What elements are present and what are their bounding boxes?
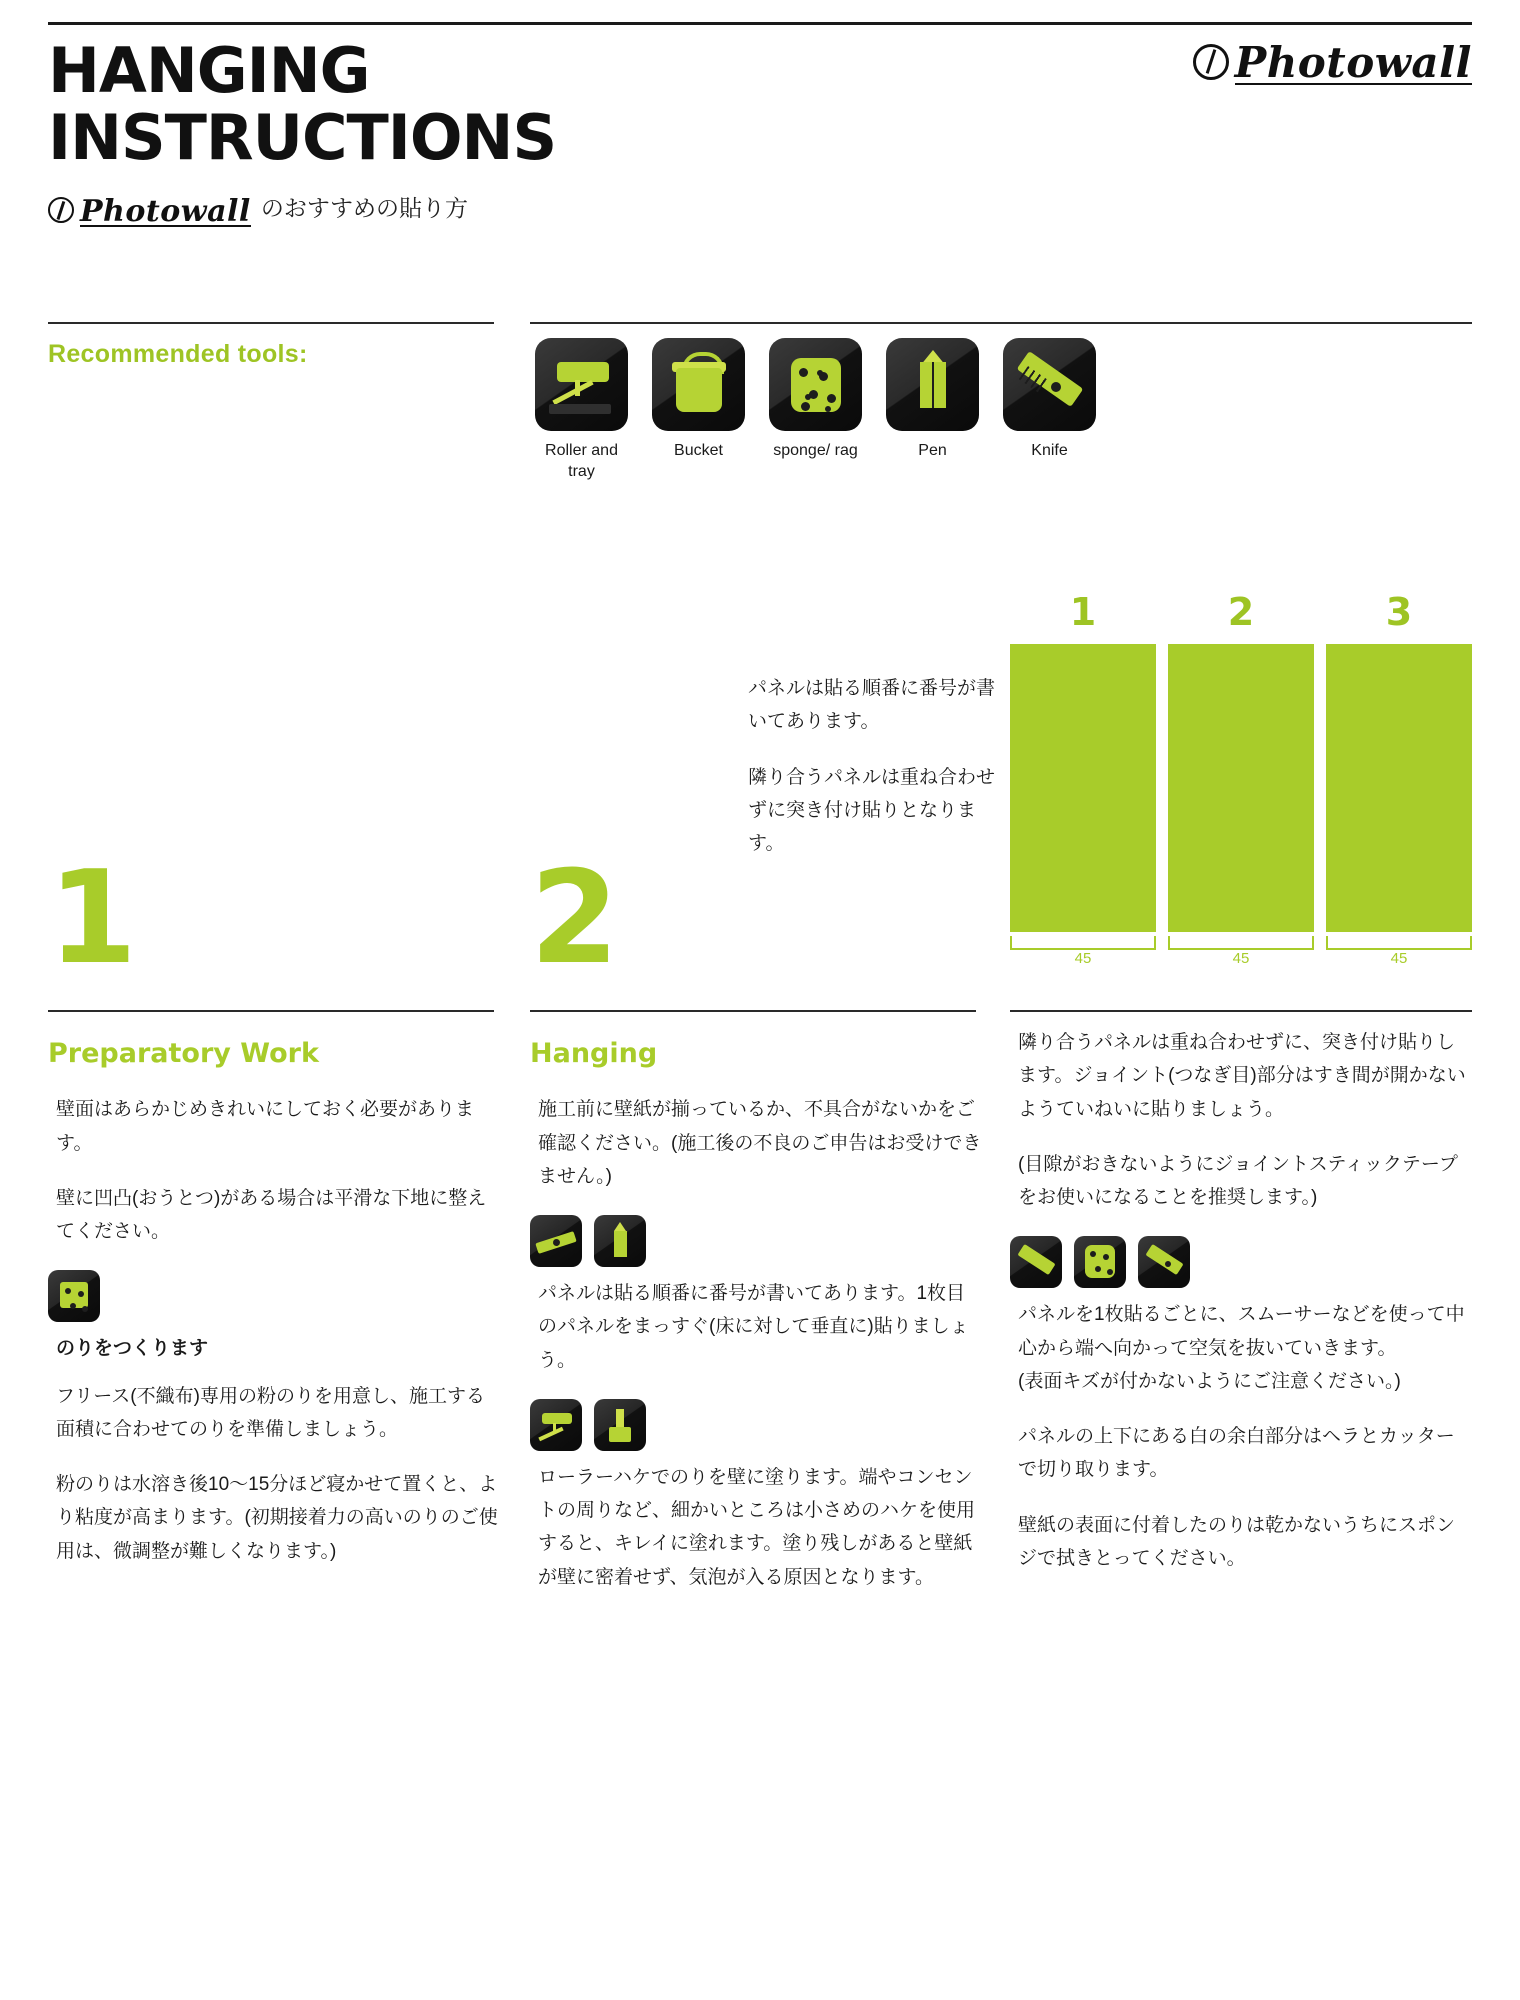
photowall-logo-mark [1193, 44, 1229, 80]
column-2-heading: Hanging [530, 1038, 658, 1069]
dimension-brace [1168, 936, 1314, 950]
photowall-logo-text-small: Photowall [80, 193, 251, 229]
column-3-paragraph-3: パネルを1枚貼るごとに、スムーサーなどを使って中心から端へ向かって空気を抜いていきます。 [1018, 1304, 1465, 1359]
column-jointing [1010, 1030, 1472, 1597]
column-3-icon-row [1010, 1236, 1472, 1288]
utility-knife-icon [1003, 338, 1096, 431]
column-1-paragraph-2: 壁に凹凸(おうとつ)がある場合は平滑な下地に整えてください。 [56, 1187, 487, 1242]
column-1-paragraph-4: 粉のりは水溶き後10〜15分ほど寝かせて置くと、より粘度が高まります。(初期接着力の高いのりのご使用は、微調整が難しくなります。) [56, 1474, 498, 1562]
column-3-paragraph-2: (目隙がおきないようにジョイントスティックテープをお使いになることを推奨します。) [1018, 1153, 1458, 1208]
panel-dimension [1010, 936, 1156, 970]
paint-roller-icon [530, 1399, 582, 1451]
column-2-paragraph-3: ローラーハケでのりを壁に塗ります。端やコンセントの周りなど、細かいところは小さめのハケを使用すると、キレイに塗れます。塗り残しがあると壁紙が壁に密着せず、気泡が入る原因となります。 [538, 1466, 976, 1588]
photowall-logo [1193, 38, 1472, 85]
column-2-paragraph-2: パネルは貼る順番に番号が書いてあります。1枚目のパネルをまっすぐ(床に対して垂直に)貼りましょう。 [538, 1283, 969, 1371]
tools-divider-right [530, 322, 1472, 324]
dimension-value: 45 [1390, 950, 1408, 967]
column-preparatory-work [48, 1030, 498, 1590]
column-3-paragraph-1: 隣り合うパネルは重ね合わせずに、突き付け貼りします。ジョイント(つなぎ目)部分はすき間が開かないようていねいに貼りましょう。 [1018, 1032, 1466, 1120]
panel-order-note [748, 672, 998, 882]
paint-roller-and-tray-icon [535, 338, 628, 431]
column-divider-2 [530, 1010, 976, 1012]
column-1-icon-row [48, 1270, 498, 1322]
wallpaper-panel [1326, 644, 1472, 932]
column-3-paragraph-5: パネルの上下にある白の余白部分はヘラとカッターで切り取ります。 [1018, 1426, 1455, 1481]
column-3-paragraph-6: 壁紙の表面に付着したのりは乾かないうちにスポンジで拭きとってください。 [1018, 1514, 1456, 1569]
panel-dimension [1168, 936, 1314, 970]
header-divider [48, 22, 1472, 25]
tool-caption: Knife [1031, 442, 1068, 459]
tool-item [769, 338, 862, 483]
tool-item [886, 338, 979, 483]
panel-diagram [1010, 590, 1472, 970]
tool-caption: Pen [918, 442, 947, 459]
pencil-icon [594, 1215, 646, 1267]
panel-number: 1 [1069, 590, 1097, 634]
panel-note-paragraph-1: パネルは貼る順番に番号が書いてあります。 [748, 678, 996, 733]
subtitle-row [48, 190, 948, 227]
recommended-tools-label: Recommended tools: [48, 340, 308, 368]
subtitle-japanese: のおすすめの貼り方 [260, 194, 469, 221]
step-number-2: 2 [530, 844, 620, 993]
panel-row [1010, 644, 1472, 932]
spirit-level-icon [530, 1215, 582, 1267]
smoother-icon [1010, 1236, 1062, 1288]
tool-caption: Roller and tray [545, 442, 618, 480]
paste-bucket-icon [48, 1270, 100, 1322]
panel-note-paragraph-2: 隣り合うパネルは重ね合わせずに突き付け貼りとなります。 [748, 766, 996, 854]
panel-number: 2 [1227, 590, 1255, 634]
column-divider-1 [48, 1010, 494, 1012]
pencil-icon [886, 338, 979, 431]
dimension-brace [1010, 936, 1156, 950]
utility-knife-icon [1138, 1236, 1190, 1288]
panel-number: 3 [1385, 590, 1413, 634]
tool-caption: Bucket [674, 442, 723, 459]
step-number-1: 1 [48, 844, 138, 993]
paint-brush-icon [594, 1399, 646, 1451]
wallpaper-panel [1010, 644, 1156, 932]
wallpaper-panel [1168, 644, 1314, 932]
sponge-rag-icon [769, 338, 862, 431]
tools-divider-left [48, 322, 494, 324]
column-1-heading: Preparatory Work [48, 1038, 319, 1069]
dimension-value: 45 [1232, 950, 1250, 967]
panel-number-row [1010, 590, 1472, 634]
column-divider-3 [1010, 1010, 1472, 1012]
column-1-paragraph-1: 壁面はあらかじめきれいにしておく必要があります。 [56, 1099, 475, 1154]
title-line-2: INSTRUCTIONS [48, 100, 557, 174]
column-2-paragraph-1: 施工前に壁紙が揃っているか、不具合がないかをご確認ください。(施工後の不良のご申告はお受けできません。) [538, 1099, 982, 1187]
tool-item [535, 338, 628, 483]
dimension-brace [1326, 936, 1472, 950]
photowall-logo-small [48, 194, 251, 227]
column-1-paragraph-3: フリース(不織布)専用の粉のりを用意し、施工する面積に合わせてのりを準備しましょう。 [56, 1385, 485, 1440]
column-2-icon-row-2 [530, 1399, 982, 1451]
tool-caption: sponge/ rag [773, 442, 858, 459]
column-3-paragraph-4: (表面キズが付かないようにご注意ください。) [1018, 1370, 1401, 1392]
tool-item [652, 338, 745, 483]
title-line-1: HANGING [48, 34, 370, 107]
paste-bucket-icon [652, 338, 745, 431]
sponge-rag-icon [1074, 1236, 1126, 1288]
page-title [48, 34, 948, 229]
dimension-value: 45 [1074, 950, 1092, 967]
recommended-tools-list [535, 338, 1096, 483]
tool-item [1003, 338, 1096, 483]
column-2-icon-row-1 [530, 1215, 982, 1267]
column-1-lead: のりをつくります [56, 1338, 209, 1360]
photowall-logo-text: Photowall [1234, 38, 1472, 87]
photowall-logo-mark-small [48, 197, 74, 223]
panel-dimension [1326, 936, 1472, 970]
panel-dimension-row [1010, 936, 1472, 970]
column-hanging [530, 1030, 982, 1616]
